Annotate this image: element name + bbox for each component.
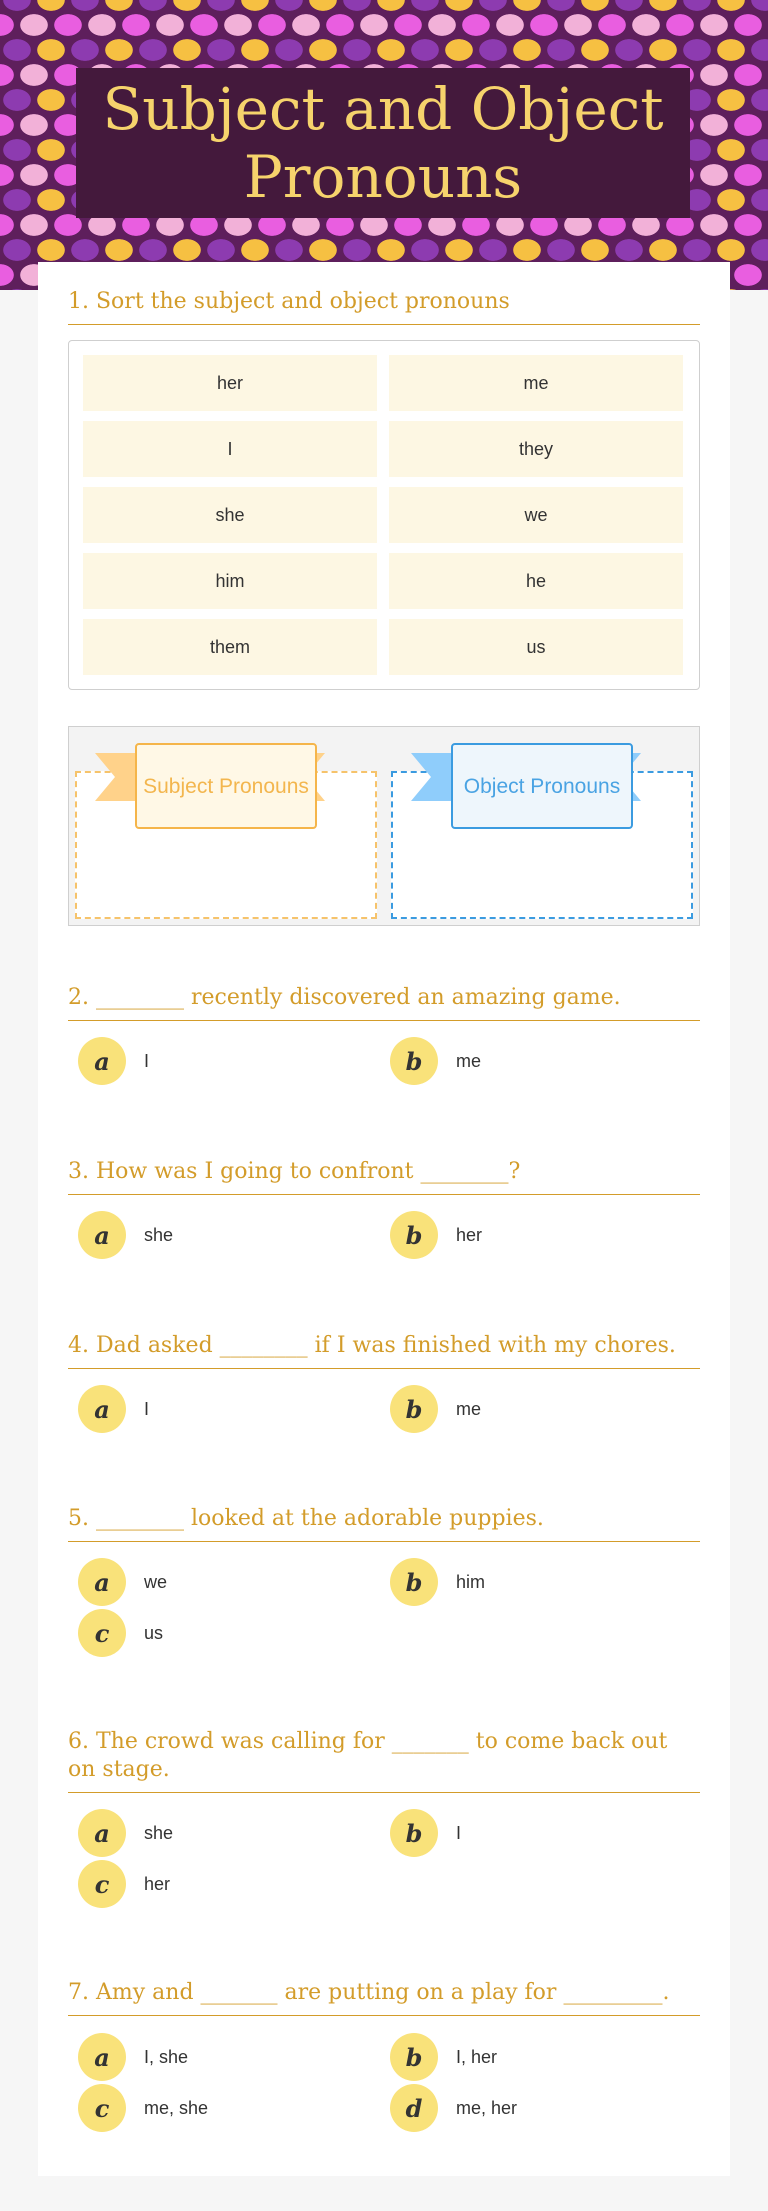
- drop-zones: [68, 726, 700, 926]
- sort-items-box: [68, 340, 700, 690]
- option-text: me, her: [456, 2097, 518, 2118]
- option-letter-badge: a: [78, 1809, 126, 1857]
- option-letter-badge: b: [390, 1558, 438, 1606]
- option-text: I: [144, 1398, 150, 1419]
- option-letter-badge: c: [78, 2084, 126, 2132]
- answer-option[interactable]: [78, 1608, 163, 1658]
- page-title: Subject and Object Pronouns: [102, 75, 664, 211]
- question-2-heading: 2. ________ recently discovered an amazing game.: [68, 984, 700, 1021]
- sort-item[interactable]: we: [389, 487, 683, 543]
- answer-option[interactable]: [390, 2032, 497, 2082]
- option-text: I, she: [144, 2046, 189, 2067]
- option-letter-badge: b: [390, 1385, 438, 1433]
- answer-option[interactable]: [390, 1384, 481, 1434]
- option-text: she: [144, 1822, 174, 1843]
- option-letter-badge: b: [390, 1037, 438, 1085]
- option-text: me: [456, 1050, 482, 1071]
- option-letter-badge: a: [78, 1385, 126, 1433]
- sort-item[interactable]: me: [389, 355, 683, 411]
- option-text: I, her: [456, 2046, 498, 2067]
- option-letter-badge: a: [78, 2033, 126, 2081]
- answer-option[interactable]: [390, 1036, 481, 1086]
- question-3-heading: 3. How was I going to confront ________?: [68, 1158, 700, 1195]
- answer-option[interactable]: [78, 2083, 208, 2133]
- object-ribbon: [411, 743, 641, 803]
- subject-zone-label: Subject Pronouns: [135, 743, 317, 829]
- option-letter-badge: a: [78, 1211, 126, 1259]
- question-7-heading: 7. Amy and _______ are putting on a play for _________.: [68, 1979, 700, 2016]
- option-letter-badge: d: [390, 2084, 438, 2132]
- sort-item[interactable]: he: [389, 553, 683, 609]
- question-1-heading: 1. Sort the subject and object pronouns: [68, 288, 700, 325]
- option-letter-badge: a: [78, 1558, 126, 1606]
- sort-item[interactable]: she: [83, 487, 377, 543]
- subject-ribbon: [95, 743, 325, 803]
- option-text: me: [456, 1398, 482, 1419]
- header-banner: [0, 0, 768, 290]
- answer-option[interactable]: [390, 2083, 517, 2133]
- object-zone-label: Object Pronouns: [451, 743, 633, 829]
- answer-option[interactable]: [78, 1036, 149, 1086]
- question-4-heading: 4. Dad asked ________ if I was finished with my chores.: [68, 1332, 700, 1369]
- option-letter-badge: c: [78, 1609, 126, 1657]
- option-text: us: [144, 1622, 164, 1643]
- option-text: me, she: [144, 2097, 209, 2118]
- answer-option[interactable]: [78, 2032, 188, 2082]
- answer-option[interactable]: [78, 1859, 170, 1909]
- option-text: we: [144, 1571, 168, 1592]
- sort-item[interactable]: them: [83, 619, 377, 675]
- answer-option[interactable]: [390, 1210, 482, 1260]
- sort-item[interactable]: him: [83, 553, 377, 609]
- option-text: her: [456, 1224, 483, 1245]
- answer-option[interactable]: [78, 1557, 167, 1607]
- option-letter-badge: b: [390, 1211, 438, 1259]
- question-6-heading: 6. The crowd was calling for _______ to come back out on stage.: [68, 1728, 700, 1793]
- option-letter-badge: b: [390, 1809, 438, 1857]
- sort-item[interactable]: us: [389, 619, 683, 675]
- option-text: him: [456, 1571, 486, 1592]
- answer-option[interactable]: [390, 1808, 461, 1858]
- option-letter-badge: b: [390, 2033, 438, 2081]
- sort-item[interactable]: I: [83, 421, 377, 477]
- option-letter-badge: c: [78, 1860, 126, 1908]
- option-text: I: [456, 1822, 462, 1843]
- answer-option[interactable]: [78, 1210, 173, 1260]
- option-text: her: [144, 1873, 171, 1894]
- title-box: [76, 68, 690, 218]
- question-5-heading: 5. ________ looked at the adorable puppies.: [68, 1505, 700, 1542]
- worksheet-card: [38, 262, 730, 2176]
- answer-option[interactable]: [78, 1808, 173, 1858]
- sort-item[interactable]: her: [83, 355, 377, 411]
- answer-option[interactable]: [78, 1384, 149, 1434]
- answer-option[interactable]: [390, 1557, 485, 1607]
- option-text: she: [144, 1224, 174, 1245]
- option-letter-badge: a: [78, 1037, 126, 1085]
- option-text: I: [144, 1050, 150, 1071]
- sort-item[interactable]: they: [389, 421, 683, 477]
